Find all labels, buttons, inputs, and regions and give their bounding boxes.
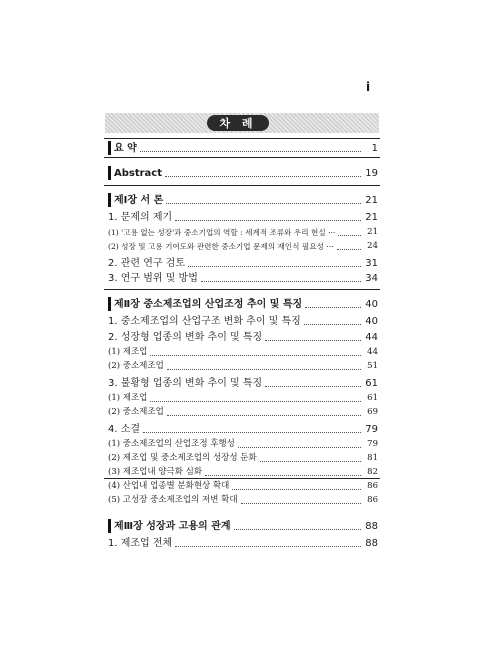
- leader-dots: [265, 386, 361, 387]
- separator: [104, 185, 380, 186]
- leader-dots: [201, 281, 361, 282]
- entry-page: 88: [365, 521, 378, 532]
- toc-entry-2-4[interactable]: [108, 422, 378, 436]
- toc-entry-2-4-3[interactable]: [108, 465, 378, 479]
- leader-dots: [205, 475, 361, 476]
- entry-page: 88: [365, 538, 378, 549]
- toc-entry-2-4-4[interactable]: [108, 479, 378, 493]
- toc-entry-2-4-1[interactable]: [108, 437, 378, 451]
- toc-entry-2-3-2[interactable]: [108, 405, 378, 419]
- toc-header-banner: [105, 113, 379, 133]
- entry-page: 61: [367, 393, 378, 403]
- entry-title: 요 약: [114, 143, 137, 154]
- toc-entry-1-1[interactable]: [108, 210, 378, 224]
- entry-title: (5) 고성장 중소제조업의 저변 확대: [108, 495, 238, 505]
- entry-title: (1) 중소제조업의 산업조정 후행성: [108, 439, 235, 449]
- separator: [104, 289, 380, 290]
- entry-page: 86: [367, 481, 378, 491]
- entry-title: 4. 소결: [108, 424, 141, 435]
- toc-entry-2-4-2[interactable]: [108, 451, 378, 465]
- entry-page: 21: [367, 227, 378, 237]
- entry-page: 1: [371, 143, 378, 154]
- entry-title: (3) 제조업내 양극화 심화: [108, 467, 203, 477]
- entry-title: (2) 중소제조업: [108, 361, 164, 371]
- toc-entry-2-2[interactable]: [108, 330, 378, 344]
- leader-dots: [260, 461, 361, 462]
- entry-title: (4) 산업내 업종별 분화현상 확대: [108, 481, 230, 491]
- leader-dots: [143, 432, 361, 433]
- entry-page: 24: [367, 241, 378, 251]
- toc-entry-chapter-3[interactable]: [108, 519, 378, 533]
- leader-dots: [337, 249, 361, 250]
- leader-dots: [150, 401, 361, 402]
- leader-dots: [166, 203, 361, 204]
- separator: [104, 157, 380, 158]
- leader-dots: [167, 415, 361, 416]
- entry-page: 79: [367, 439, 378, 449]
- entry-page: 21: [365, 212, 378, 223]
- entry-page: 19: [365, 168, 378, 179]
- toc-entry-1-1-1[interactable]: [108, 225, 378, 239]
- toc-entry-abstract[interactable]: [108, 166, 378, 180]
- entry-title: 3. 불황형 업종의 변화 추이 및 특징: [108, 378, 263, 389]
- entry-page: 51: [367, 361, 378, 371]
- leader-dots: [305, 307, 361, 308]
- toc-entry-1-1-2[interactable]: [108, 239, 378, 253]
- entry-title: 3. 연구 범위 및 방법: [108, 273, 198, 284]
- toc-entry-2-2-1[interactable]: [108, 345, 378, 359]
- leader-dots: [150, 355, 361, 356]
- toc-entry-1-3[interactable]: [108, 271, 378, 285]
- page-number: i: [366, 80, 371, 94]
- entry-title: 1. 중소제조업의 산업구조 변화 추이 및 특징: [108, 316, 301, 327]
- toc-entry-summary[interactable]: [108, 141, 378, 155]
- entry-title: (1) '고용 없는 성장'과 중소기업의 역할 : 세계적 조류와 우리 현실 ···: [108, 228, 336, 237]
- leader-dots: [265, 340, 361, 341]
- entry-page: 61: [365, 378, 378, 389]
- leader-dots: [175, 546, 361, 547]
- entry-title: 2. 성장형 업종의 변화 추이 및 특징: [108, 332, 263, 343]
- entry-page: 40: [365, 299, 378, 310]
- entry-page: 81: [367, 453, 378, 463]
- toc-entry-1-2[interactable]: [108, 256, 378, 270]
- entry-page: 34: [365, 273, 378, 284]
- leader-dots: [338, 235, 361, 236]
- toc-entry-2-3[interactable]: [108, 376, 378, 390]
- toc-entry-3-1[interactable]: [108, 536, 378, 550]
- toc-entry-chapter-2[interactable]: [108, 297, 378, 311]
- leader-dots: [234, 529, 362, 530]
- entry-page: 40: [365, 316, 378, 327]
- entry-title: (1) 제조업: [108, 393, 148, 403]
- entry-title: 제Ⅱ장 중소제조업의 산업조정 추이 및 특징: [114, 299, 303, 310]
- leader-dots: [304, 324, 361, 325]
- entry-title: (2) 성장 및 고용 기여도와 관련한 중소기업 문제의 재인식 필요성 ···: [108, 242, 334, 251]
- entry-title: (2) 중소제조업: [108, 407, 164, 417]
- separator: [104, 138, 380, 139]
- leader-dots: [167, 369, 361, 370]
- entry-page: 86: [367, 495, 378, 505]
- entry-title: (1) 제조업: [108, 347, 148, 357]
- entry-page: 79: [365, 424, 378, 435]
- toc-entry-2-4-5[interactable]: [108, 493, 378, 507]
- entry-page: 21: [365, 195, 378, 206]
- leader-dots: [232, 489, 361, 490]
- entry-title: (2) 제조업 및 중소제조업의 성장성 둔화: [108, 453, 257, 463]
- entry-title: 2. 관련 연구 검토: [108, 258, 186, 269]
- toc-entry-chapter-1[interactable]: [108, 193, 378, 207]
- entry-title: 1. 문제의 제기: [108, 212, 173, 223]
- entry-title: 1. 제조업 전체: [108, 538, 173, 549]
- entry-page: 31: [365, 258, 378, 269]
- toc-entry-2-1[interactable]: [108, 314, 378, 328]
- entry-page: 82: [367, 467, 378, 477]
- leader-dots: [238, 447, 361, 448]
- leader-dots: [140, 151, 361, 152]
- toc-entry-2-2-2[interactable]: [108, 359, 378, 373]
- toc-header-label: 차 례: [207, 115, 269, 131]
- entry-title: 제Ⅰ장 서 론: [114, 195, 164, 206]
- entry-page: 69: [367, 407, 378, 417]
- entry-page: 44: [367, 347, 378, 357]
- leader-dots: [175, 220, 361, 221]
- entry-title: Abstract: [114, 168, 163, 179]
- leader-dots: [188, 266, 361, 267]
- leader-dots: [241, 503, 361, 504]
- entry-title: 제Ⅲ장 성장과 고용의 관계: [114, 521, 231, 532]
- leader-dots: [165, 176, 361, 177]
- entry-page: 44: [365, 332, 378, 343]
- toc-entry-2-3-1[interactable]: [108, 391, 378, 405]
